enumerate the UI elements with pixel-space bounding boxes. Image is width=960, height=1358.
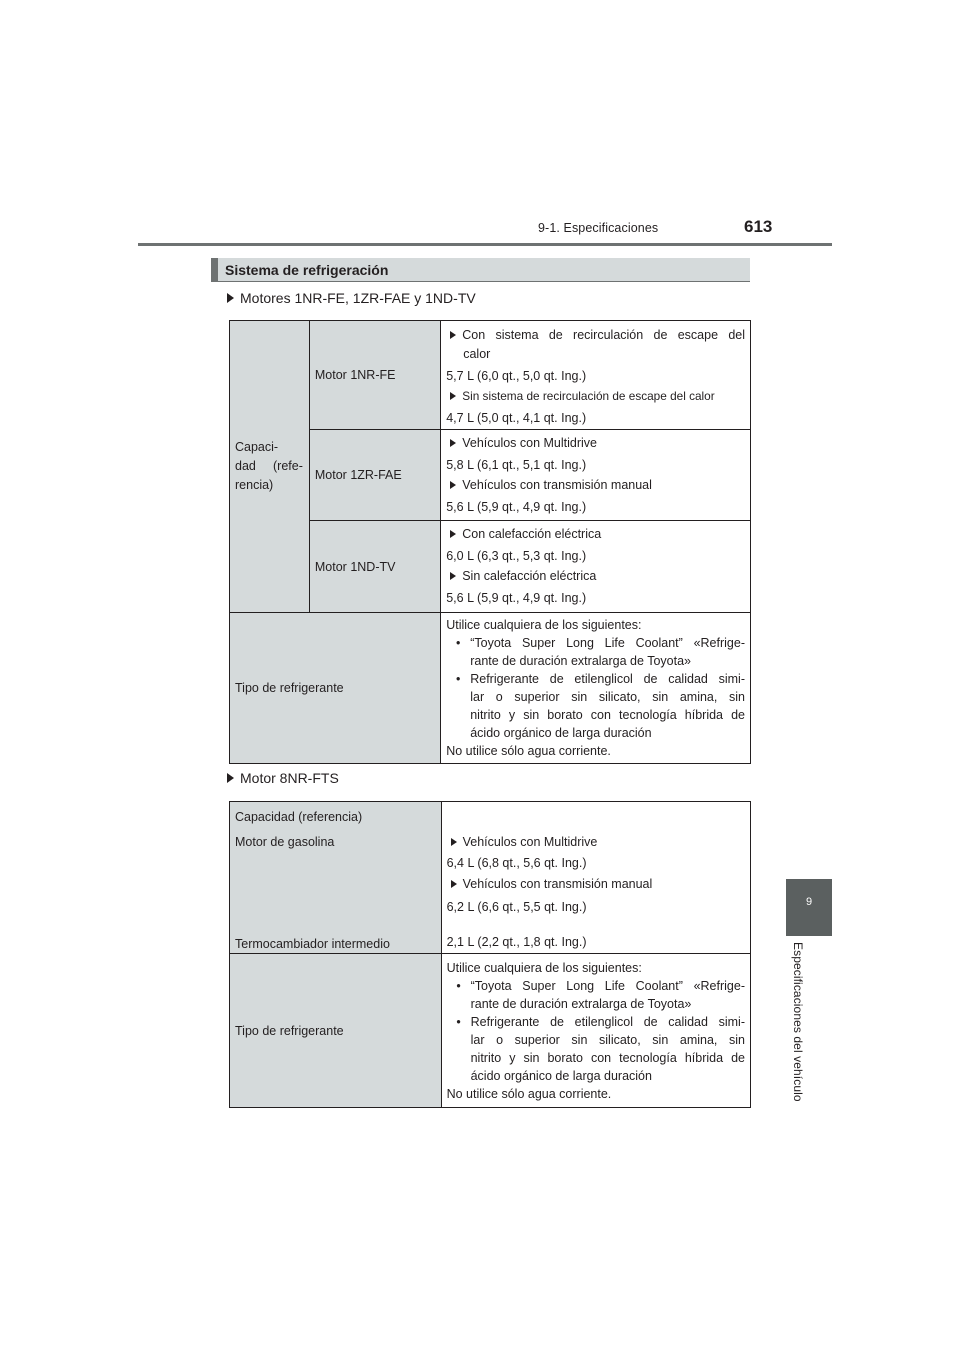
engine-cell [309, 521, 440, 613]
engine-group-a-title: Motores 1NR-FE, 1ZR-FAE y 1ND-TV [240, 290, 476, 306]
section-title: Sistema de refrigeración [225, 262, 389, 278]
chapter-number: 9 [805, 896, 813, 908]
coolant-note: No utilice sólo agua corriente. [446, 1086, 612, 1101]
capacity-label-line: Capaci- [235, 440, 279, 454]
running-header-section: 9-1. Especificaciones [538, 221, 659, 235]
capacity-value: 5,8 L (6,1 qt., 5,1 qt. Ing.) [446, 457, 587, 472]
option-heading: Vehículos con Multidrive [446, 434, 745, 453]
triangle-bullet-icon [450, 392, 456, 400]
capacity-values-cell [441, 321, 751, 430]
engine-group-b-title: Motor 8NR-FTS [240, 770, 339, 786]
engine-group-a-heading [227, 290, 476, 306]
page-number: 613 [744, 217, 773, 236]
coolant-note: No utilice sólo agua corriente. [446, 744, 611, 758]
coolant-type-label-cell [230, 954, 442, 1108]
triangle-bullet-icon [450, 331, 456, 339]
triangle-bullet-icon [227, 773, 234, 783]
chapter-label-text: Especificaciones del vehículo [791, 942, 805, 1102]
capacity-value: 6,4 L (6,8 qt., 5,6 qt. Ing.) [446, 856, 587, 870]
triangle-bullet-icon [450, 530, 456, 538]
coolant-type-cell [441, 613, 751, 764]
triangle-bullet-icon [227, 293, 234, 303]
chapter-label [788, 942, 806, 1222]
option-heading: Vehículos con Multidrive [451, 833, 598, 852]
coolant-intro: Utilice cualquiera de los siguientes: [446, 618, 642, 632]
capacity-label-cell [230, 321, 310, 613]
intercooler-label: Termocambiador intermedio [235, 937, 390, 951]
engine-group-b-heading [227, 770, 339, 786]
option-heading: Sin calefacción eléctrica [446, 567, 745, 586]
capacity-value: 6,0 L (6,3 qt., 5,3 qt. Ing.) [446, 549, 587, 563]
coolant-type-label-cell [230, 613, 441, 764]
coolant-intro: Utilice cualquiera de los siguientes: [446, 960, 642, 975]
triangle-bullet-icon [451, 838, 457, 846]
capacity-values-cell [441, 802, 750, 954]
capacity-label-line: dad (refe- [235, 459, 303, 473]
capacity-value: 5,7 L (6,0 qt., 5,0 qt. Ing.) [446, 368, 587, 383]
capacity-value: 5,6 L (5,9 qt., 4,9 qt. Ing.) [446, 499, 587, 514]
cooling-table-b [229, 801, 751, 1108]
triangle-bullet-icon [450, 481, 456, 489]
coolant-type-label: Tipo de refrigerante [235, 1023, 344, 1038]
option-heading: Vehículos con transmisión manual [446, 476, 745, 495]
triangle-bullet-icon [450, 439, 456, 447]
section-header-bar [211, 258, 218, 282]
intercooler-value: 2,1 L (2,2 qt., 1,8 qt. Ing.) [446, 935, 587, 949]
option-heading: Con sistema de recirculación de escape del [446, 326, 745, 345]
option-heading-cont: calor [463, 346, 491, 361]
triangle-bullet-icon [451, 880, 457, 888]
option-heading: Sin sistema de recirculación de escape del calor [446, 387, 745, 406]
engine-name: Motor 1ZR-FAE [314, 468, 402, 482]
capacity-labels-cell [230, 802, 442, 954]
capacity-value: 6,2 L (6,6 qt., 5,5 qt. Ing.) [446, 900, 587, 914]
capacity-value: 4,7 L (5,0 qt., 4,1 qt. Ing.) [446, 410, 587, 425]
coolant-option: • Refrigerante de etilenglicol de calidad simi- lar o superior sin silicato, sin amina, sin nitrito y sin borato con tecnología híbrida de ácido orgánico de larga duración [456, 672, 745, 740]
capacity-label: Capacidad (referencia) [235, 810, 363, 824]
coolant-option: • “Toyota Super Long Life Coolant” «Refrige- rante de duración extralarga de Toyota» [456, 978, 745, 1011]
option-heading: Vehículos con transmisión manual [451, 875, 653, 894]
engine-name: Motor 1ND-TV [314, 559, 396, 574]
capacity-label-line: rencia) [235, 478, 274, 492]
capacity-value: 5,6 L (5,9 qt., 4,9 qt. Ing.) [446, 591, 587, 605]
capacity-values-cell [441, 521, 751, 613]
gasoline-engine-label: Motor de gasolina [235, 835, 335, 849]
cooling-table-a [229, 320, 751, 764]
engine-cell [309, 321, 440, 430]
coolant-type-cell [441, 954, 750, 1108]
triangle-bullet-icon [450, 572, 456, 580]
engine-cell [309, 430, 440, 521]
coolant-option: • “Toyota Super Long Life Coolant” «Refrige- rante de duración extralarga de Toyota» [456, 636, 745, 668]
capacity-values-cell [441, 430, 751, 521]
coolant-type-label: Tipo de refrigerante [235, 681, 344, 695]
engine-name: Motor 1NR-FE [314, 368, 396, 382]
header-rule [138, 243, 832, 246]
option-heading: Con calefacción eléctrica [446, 525, 745, 544]
coolant-option: • Refrigerante de etilenglicol de calidad simi- lar o superior sin silicato, sin amina, sin nitrito y sin borato con tecnología híbrida de ácido orgánico de larga duración [456, 1014, 745, 1083]
